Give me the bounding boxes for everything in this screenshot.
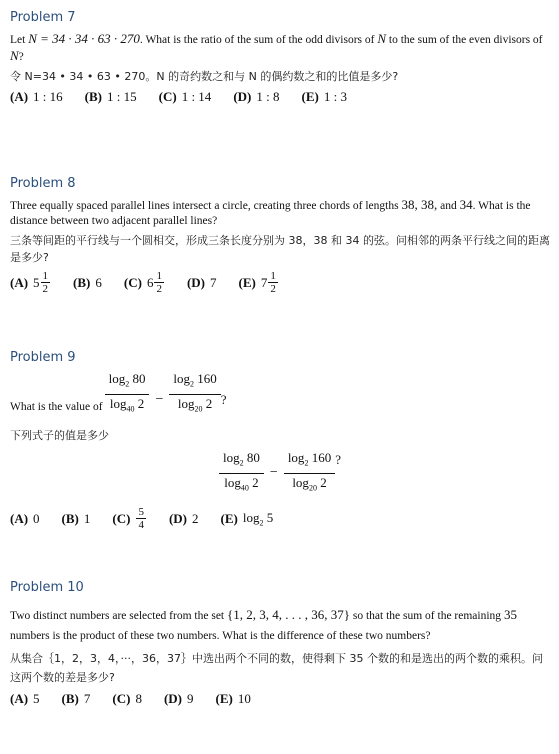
minus-sign: − (155, 392, 164, 408)
answer-choices (10, 691, 550, 707)
problem-title: Problem 10 (10, 580, 84, 595)
minus-sign: − (269, 465, 278, 481)
choice-e: (E) 7 $\frac{1}{2}$ (238, 270, 276, 295)
choice-d: (D) 9 (163, 691, 194, 706)
expression-display: $\frac{\log_2 80}{\log_{40} 2}$ − $\frac{\log_2 160}{\log_{20} 2}$ ? (10, 450, 550, 496)
problem-statement-zh: 从集合｛1，2，3，4，···，36，37｝中选出两个不同的数，使得剩下 35 个数的和是选出的两个数的乘积。问这两个数的差是多少? (10, 652, 543, 684)
expression-fraction-2: $\frac{\log_2 160}{\log_{20} 2}$ (284, 450, 335, 496)
problem-7 (10, 10, 550, 105)
fraction: $\frac{1}{2}$ (270, 270, 276, 295)
choice-e: (E) 1 : 3 (301, 89, 347, 104)
problem-statement-zh: 下列式子的值是多少 (10, 429, 109, 443)
problem-title: Problem 7 (10, 10, 76, 25)
choice-a: (A) 5 (10, 691, 40, 706)
choice-a: (A) 5 $\frac{1}{2}$ (10, 270, 49, 295)
choice-b: (B) 6 (73, 274, 102, 290)
choice-c: (C) 8 (112, 691, 142, 706)
problem-statement-en: Two distinct numbers are selected from the set {1, 2, 3, 4, . . . , 36, 37} so that the sum of the remaining 35 numbers is the product of these two numbers. What is the difference of these two numbers? (10, 607, 517, 642)
choice-e: (E) 10 (215, 691, 251, 706)
problem-statement-en: What is the value of $\frac{\log_2 80}{\log_{40} 2}$ − $\frac{\log_2 160}{\log_{20} 2}$ ? (10, 371, 550, 417)
choice-b: (B) 7 (61, 691, 91, 706)
problem-title: Problem 8 (10, 176, 76, 191)
expression-fraction-1: $\frac{\log_2 80}{\log_{40} 2}$ (105, 371, 150, 417)
choice-a: (A) 1 : 16 (10, 89, 63, 104)
choice-d: (D) 7 (186, 274, 217, 290)
problem-statement-en: Three equally spaced parallel lines intersect a circle, creating three chords of lengths 38, 38, and 34. What is the distance between two adjacent parallel lines? (10, 197, 531, 227)
choice-e: (E) $\log_2 5$ (220, 510, 274, 528)
expression-fraction-1: $\frac{\log_2 80}{\log_{40} 2}$ (219, 450, 264, 496)
choice-d: (D) 1 : 8 (233, 89, 280, 104)
choice-d: (D) 2 (168, 510, 199, 526)
problem-10 (10, 580, 550, 707)
problem-statement-zh: 三条等间距的平行线与一个圆相交，形成三条长度分别为 38，38 和 34 的弦。问相邻的两条平行线之间的距离是多少? (10, 234, 550, 264)
choice-a: (A) 0 (10, 510, 40, 526)
fraction: $\frac{5}{4}$ (138, 506, 144, 532)
answer-choices (10, 89, 550, 105)
fraction: $\frac{1}{2}$ (42, 270, 49, 295)
fraction: $\frac{1}{2}$ (156, 270, 162, 295)
problem-8 (10, 176, 550, 295)
choice-c: (C) 1 : 14 (158, 89, 212, 104)
answer-choices (10, 270, 550, 295)
problem-9 (10, 350, 550, 531)
expression-fraction-2: $\frac{\log_2 160}{\log_{20} 2}$ (169, 371, 220, 417)
problem-statement-en: Let N = 34 · 34 · 63 · 270. What is the ratio of the sum of the odd divisors of N to the sum of the even divisors of N? (10, 31, 543, 63)
answer-choices (10, 506, 550, 531)
problem-title: Problem 9 (10, 350, 76, 365)
problem-statement-zh: 令 N=34 • 34 • 63 • 270。N 的奇约数之和与 N 的偶约数之和的比值是多少? (10, 70, 399, 83)
choice-b: (B) 1 (61, 510, 91, 526)
choice-c: (C) 6 $\frac{1}{2}$ (123, 270, 162, 295)
choice-b: (B) 1 : 15 (84, 89, 137, 104)
choice-c: (C) $\frac{5}{4}$ (112, 506, 144, 532)
